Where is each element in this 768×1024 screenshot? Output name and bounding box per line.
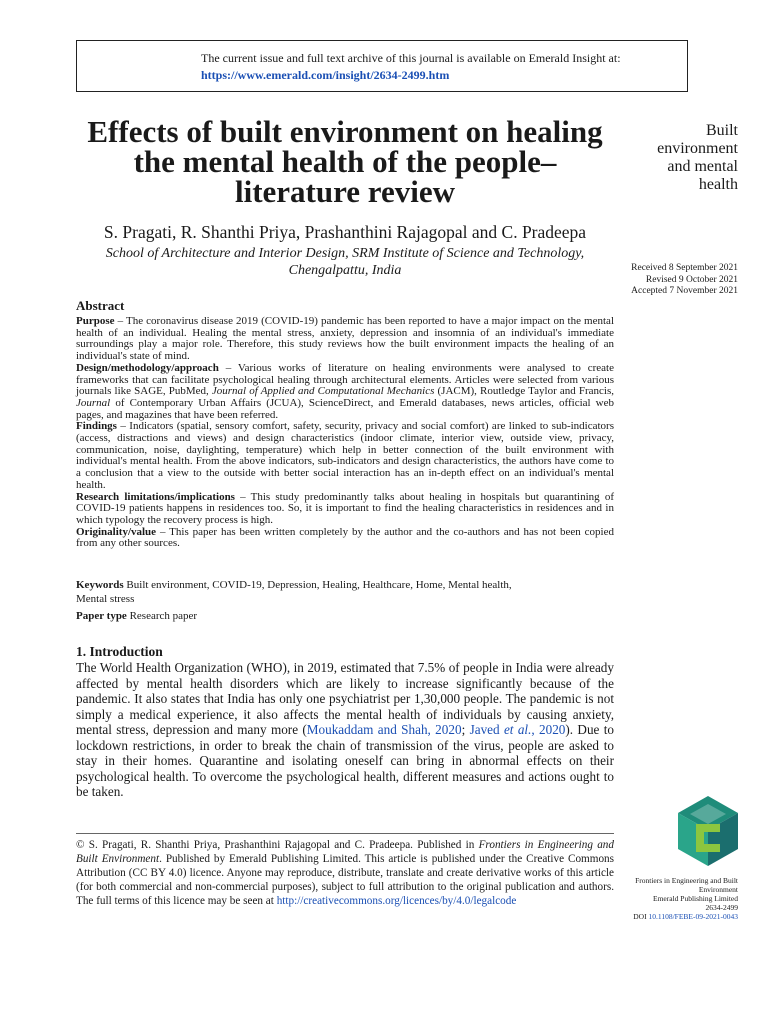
paper-type-label: Paper type — [76, 610, 127, 622]
received-date: Received 8 September 2021 — [631, 263, 738, 273]
journal-notice-box — [76, 40, 688, 92]
journal-info-line: Emerald Publishing Limited — [653, 894, 738, 903]
citation-link[interactable]: Moukaddam and Shah, 2020 — [306, 722, 462, 737]
license-note — [76, 838, 614, 908]
doi-label: DOI — [633, 912, 649, 921]
citation-separator: ; — [461, 722, 470, 737]
journal-info — [600, 876, 738, 921]
keywords-line: Mental stress — [76, 593, 135, 605]
abstract-findings — [76, 421, 614, 491]
running-head-line: and mental — [667, 158, 738, 175]
citation-link[interactable] — [470, 722, 566, 737]
originality-label: Originality/value — [76, 525, 157, 538]
journal-name: Frontiers in Engineering and Built Environment — [76, 839, 614, 866]
intro-text: ). Due to lockdown restrictions, in order to break the chain of transmission of the virus, people are asked to stay in their homes. Quarantine and isolating oneself can bring in abnormal effects on their psychological health. To overcome the psychological health, different measures and actions ought to be taken. — [76, 722, 614, 799]
abstract-heading: Abstract — [76, 298, 125, 313]
paper-type — [76, 609, 614, 623]
abstract-limitations — [76, 492, 614, 527]
limitations-label: Research limitations/implications — [76, 490, 235, 503]
journal-info-line: Frontiers in Engineering and Built — [635, 876, 738, 885]
journal-word: Journal — [76, 396, 111, 409]
author-affiliation: School of Architecture and Interior Design, SRM Institute of Science and Technology, Chengalpattu, India — [105, 246, 585, 278]
doi-line — [600, 912, 738, 921]
accepted-date: Accepted 7 November 2021 — [631, 286, 738, 296]
abstract-design — [76, 363, 614, 422]
abstract-originality — [76, 527, 614, 550]
author-list: S. Pragati, R. Shanthi Priya, Prashanthini Rajagopal and C. Pradeepa — [103, 222, 587, 242]
originality-text: – This paper has been written completely by the author and the co-authors and has not been copied from any other sources. — [76, 525, 614, 550]
doi-link[interactable]: 10.1108/FEBE-09-2021-0043 — [648, 912, 738, 921]
journal-name-jacm: Journal of Applied and Computational Mechanics — [211, 385, 435, 398]
design-label: Design/methodology/approach — [76, 361, 219, 374]
findings-label: Findings — [76, 420, 117, 433]
abstract-purpose — [76, 316, 614, 363]
revised-date: Revised 9 October 2021 — [645, 274, 738, 285]
license-link[interactable]: http://creativecommons.org/licences/by/4.0/legalcode — [276, 895, 517, 908]
running-head-line: Built — [705, 122, 738, 139]
design-text: of Contemporary Urban Affairs (JCUA), ScienceDirect, and Emerald databases, news articles, official web pages, and magazines that have been referred. — [76, 396, 614, 421]
design-text: – Various works of literature on healing environments were analysed to create frameworks that can facilitate psychological healing through architectural elements. Articles were selected from various journals like SAGE, PubMed, — [76, 361, 614, 398]
emerald-logo-icon — [676, 794, 740, 868]
running-head-line: environment — [657, 140, 738, 157]
purpose-label: Purpose — [76, 315, 115, 327]
citation-year: , 2020 — [531, 722, 566, 737]
introduction-paragraph — [76, 660, 614, 800]
findings-text: – Indicators (spatial, sensory comfort, safety, security, privacy and social comfort) are linked to sub-indicators (access, distractions and views) and design characteristics (indoor climate, interior view, outside view, privacy, communication, noise, daylighting, temperature) which help in better connection of the built environment with individual's mental health. From the above indicators, sub-indicators and design characteristics, the authors have come to a conclusion that a view to the outside with better social interaction has an in-depth effect on an individual's mental health. — [76, 420, 614, 491]
journal-info-line: 2634-2499 — [705, 903, 738, 912]
license-text: © S. Pragati, R. Shanthi Priya, Prashanthini Rajagopal and C. Pradeepa. Published in — [76, 839, 479, 851]
article-title: Effects of built environment on healing the mental health of the people–literature review — [87, 114, 603, 209]
introduction-heading: 1. Introduction — [76, 644, 163, 659]
citation-author: Javed — [469, 722, 504, 737]
keywords-line: Built environment, COVID-19, Depression, Healing, Healthcare, Home, Mental health, — [123, 579, 512, 591]
journal-url-link[interactable]: https://www.emerald.com/insight/2634-2499.htm — [201, 68, 450, 82]
footnote-divider — [76, 833, 614, 834]
abstract-body — [76, 316, 614, 550]
purpose-text: – The coronavirus disease 2019 (COVID-19) pandemic has been reported to have a major impact on the mental health of an individual. Healing the mental stress, anxiety, depression and insomnia of an individual's immediate surroundings play a major role. Therefore, this study reviews how the built environment impacts the healing of an individual's state of mind. — [76, 315, 614, 363]
article-dates — [616, 263, 738, 298]
citation-etal: et al. — [503, 722, 532, 737]
intro-text: The World Health Organization (WHO), in 2019, estimated that 7.5% of people in India were already affected by mental health disorders which are likely to increase significantly because of the pandemic. It also states that India has only one psychiatrist per 1,30,000 people. The pandemic is not simply a medical experience, it also affects the mental health of individuals by causing anxiety, mental stress, depression and many more ( — [76, 660, 614, 737]
keywords-label: Keywords — [76, 579, 124, 591]
paper-type-value: Research paper — [126, 610, 198, 622]
journal-notice-text: The current issue and full text archive of this journal is available on Emerald Insight at: — [201, 51, 621, 65]
running-head-line: health — [698, 176, 738, 193]
running-head — [616, 122, 738, 194]
license-text: . Published by Emerald Publishing Limited. This article is published under the Creative Commons Attribution (CC BY 4.0) licence. Anyone may reproduce, distribute, translate and create derivative works of this article (for both commercial and non-commercial purposes), subject to full attribution to the original publication and authors. The full terms of this licence may be seen at — [76, 853, 614, 908]
limitations-text: – This study predominantly talks about healing in hospitals but quarantining of COVID-19 patients happens in residences too. So, it is important to find the healing characteristics in residences and in which typology the recovery process is high. — [76, 490, 614, 526]
design-text: (JACM), Routledge Taylor and Francis, — [434, 385, 614, 398]
keywords — [76, 578, 614, 606]
journal-info-line: Environment — [698, 885, 738, 894]
